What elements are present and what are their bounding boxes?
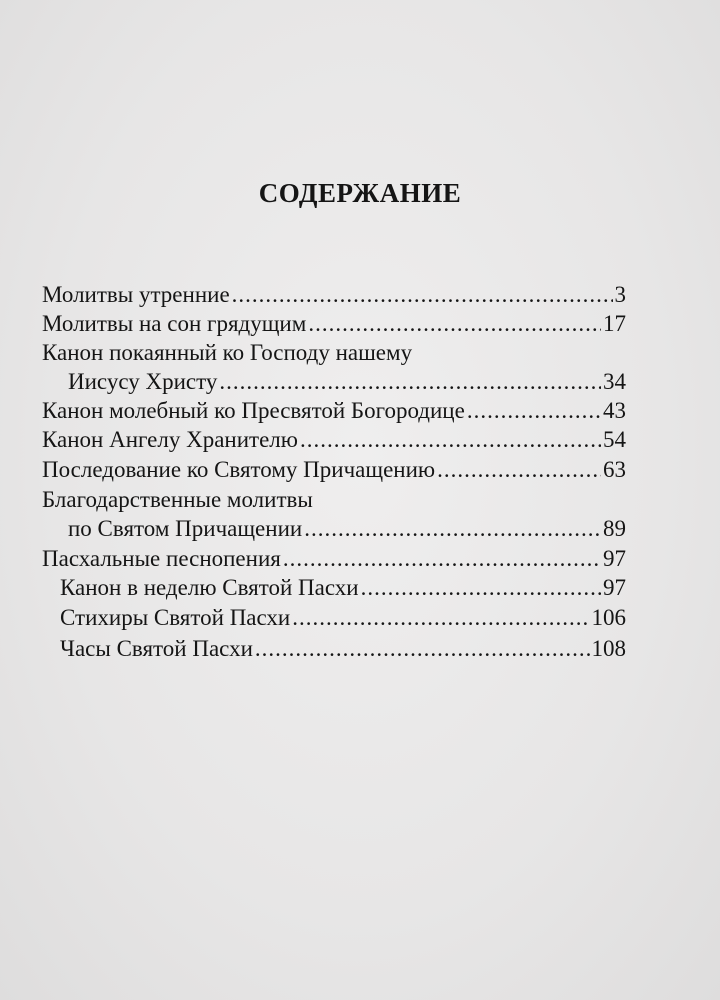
toc-entry-label: Стихиры Святой Пасхи <box>60 605 291 630</box>
toc-entry-page: 63 <box>603 457 626 482</box>
toc-entry <box>42 311 626 341</box>
toc-entry-label: Часы Святой Пасхи <box>60 636 253 661</box>
page-title: СОДЕРЖАНИЕ <box>258 178 462 208</box>
dot-leader <box>292 605 589 631</box>
toc-entry-page: 34 <box>603 369 626 394</box>
toc-entry-label: Канон в неделю Святой Пасхи <box>60 575 359 600</box>
toc-entry-label: Последование ко Святому Причащению <box>42 457 436 482</box>
toc-entry <box>68 516 626 546</box>
dot-leader <box>300 427 601 453</box>
dot-leader <box>283 546 601 572</box>
toc-entry-label: Канон Ангелу Хранителю <box>42 427 298 452</box>
dot-leader <box>308 311 601 337</box>
toc-entry <box>60 605 626 635</box>
dot-leader <box>219 369 601 395</box>
toc-entry-page: 97 <box>603 575 626 600</box>
toc-entry-label-line1: Канон покаянный ко Господу нашему <box>42 340 413 365</box>
toc-entry <box>60 575 626 605</box>
toc-entry-label: Канон молебный ко Пресвятой Богородице <box>42 398 465 423</box>
toc-entry-page: 106 <box>591 605 626 630</box>
toc-entry-label: Молитвы на сон грядущим <box>42 311 307 336</box>
dot-leader <box>232 282 613 308</box>
toc-entry-page: 108 <box>591 636 626 661</box>
toc-entry-page: 54 <box>603 427 626 452</box>
toc-entry <box>68 369 626 399</box>
dot-leader <box>304 516 601 542</box>
toc-entry-page: 3 <box>614 282 626 307</box>
toc-entry <box>60 636 626 666</box>
dot-leader <box>255 636 590 662</box>
toc-entry-label: по Святом Причащении <box>68 516 303 541</box>
toc-entry-page: 97 <box>603 546 626 571</box>
toc-entry-page: 89 <box>603 516 626 541</box>
dot-leader <box>437 457 601 483</box>
toc-entry-label: Иисусу Христу <box>68 369 218 394</box>
toc-entry <box>42 546 626 576</box>
toc-entry-page: 17 <box>603 311 626 336</box>
toc-entry-label: Молитвы утренние <box>42 282 230 307</box>
toc-entry-label: Пасхальные песнопения <box>42 546 281 571</box>
toc-entry-page: 43 <box>603 398 626 423</box>
toc-entry <box>42 398 626 428</box>
dot-leader <box>361 575 601 601</box>
dot-leader <box>467 398 601 424</box>
toc-entry-label-line1: Благодарственные молитвы <box>42 487 313 512</box>
toc-entry <box>42 457 626 487</box>
toc-entry <box>42 427 626 457</box>
toc-entry <box>42 282 626 312</box>
